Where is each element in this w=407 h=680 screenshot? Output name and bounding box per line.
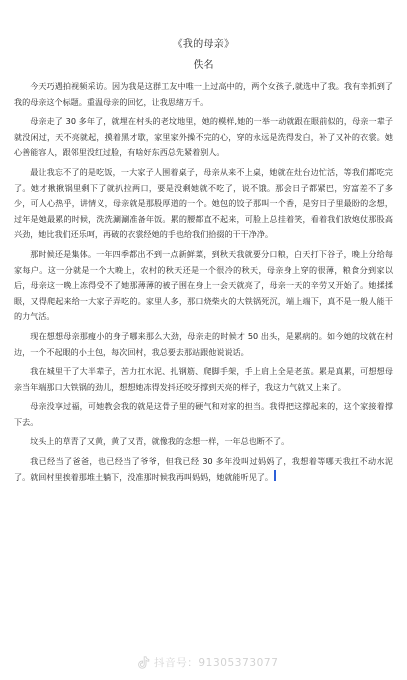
douyin-logo-icon bbox=[138, 656, 150, 669]
watermark bbox=[138, 655, 278, 670]
paragraph-3[interactable]: 最让我忘不了的是吃饭，一大家子人围着桌子，母亲从来不上桌，她就在灶台边忙活，等我们都吃完了。她才揪揪锅里剩下了就扒拉两口，要是没剩她就不吃了，说不饿。那会日子都紧巴，穷富差不了多少，可人心热乎，讲情义，母亲就是那股厚道的一个。她包的饺子那叫一个香，是穷日子里最盼的念想，过年是她最累的时候，洗洗涮涮准备年饭。累的腰都直不起来，可脸上总挂着笑，看着我们放炮仗那股高兴劲，她比我们还乐呵，再破的衣裳经她的手也给我们拾掇的干干净净。 bbox=[14, 166, 393, 240]
text-cursor bbox=[274, 470, 276, 481]
watermark-text: 抖音号：91305373077 bbox=[154, 657, 279, 669]
paragraph-4[interactable]: 那时候还是集体。一年四季都出不到一点新鲜菜，到秋天我就要分口粮，白天打下谷子，晚上分给每家每户。这一分就是一个大晚上，农村的秋天还是一个很冷的秋天，母亲身上穿的很薄，粮食分到家以后，母亲这一晚上冻得受不了她那薄薄的被子围在身上一会天就亮了，母亲一天的辛劳又开始了。她揉揉眼，又得爬起来给一大家子弄吃的。家里人多，那口烧柴火的大铁锅死沉，端上端下，真不是一般人能干的力气活。 bbox=[14, 248, 393, 322]
paragraph-8[interactable]: 坟头上的草青了又黄，黄了又青，就像我的念想一样，一年总也断不了。 bbox=[30, 436, 290, 447]
document-author: 佚名 bbox=[193, 60, 214, 71]
paragraph-6[interactable]: 我在城里干了大半辈子，苦力扛水泥、扎钢筋、爬脚手架，手上肩上全是老茧。累是真累，可想想母亲当年端那口大铁锅的劲儿，想想她冻得发抖还咬牙撑到天亮的样子，我这力气就又上来了。 bbox=[14, 366, 393, 392]
paragraph-5[interactable]: 现在想想母亲那瘦小的身子哪来那么大劲，母亲走的时候才 50 出头，是累病的。如今她的坟就在村边，一个不起眼的小土包，每次回村，我总要去那站跟他说说话。 bbox=[14, 330, 393, 357]
paragraph-9[interactable] bbox=[14, 454, 393, 485]
document-title: 《我的母亲》 bbox=[172, 39, 235, 50]
paragraph-7[interactable]: 母亲没享过福，可她教会我的就是这骨子里的硬气和对家的担当。我得把这撑起来的，这个家接着撑下去。 bbox=[14, 401, 393, 427]
paragraph-9-text: 我已经当了爸爸，也已经当了爷爷，但我已经 30 多年没叫过妈妈了，我想着等哪天我扛不动水泥了。就回村里挨着那堆土躺下，没准那时候我再叫妈妈，她就能听见了。 bbox=[14, 456, 393, 482]
paragraph-2[interactable]: 母亲走了 30 多年了，就埋在村头的老坟地里，她的模样,她的一举一动就跟在眼前似的，母亲一辈子就没闲过，天不亮就起，摸着黑才歇，家里家外操不完的心，穿的永远是洗得发白，补了又补的衣裳。她心善能容人，跟邻里没红过脸，有啥好东西总先紧着别人。 bbox=[14, 116, 393, 158]
paragraph-1[interactable]: 今天巧遇拍视频采访。因为我是这群工友中唯一上过高中的，两个女孩子,就选中了我。我有幸抓到了我的母亲这个标题。重温母亲的回忆，让我思绪万千。 bbox=[14, 81, 393, 107]
